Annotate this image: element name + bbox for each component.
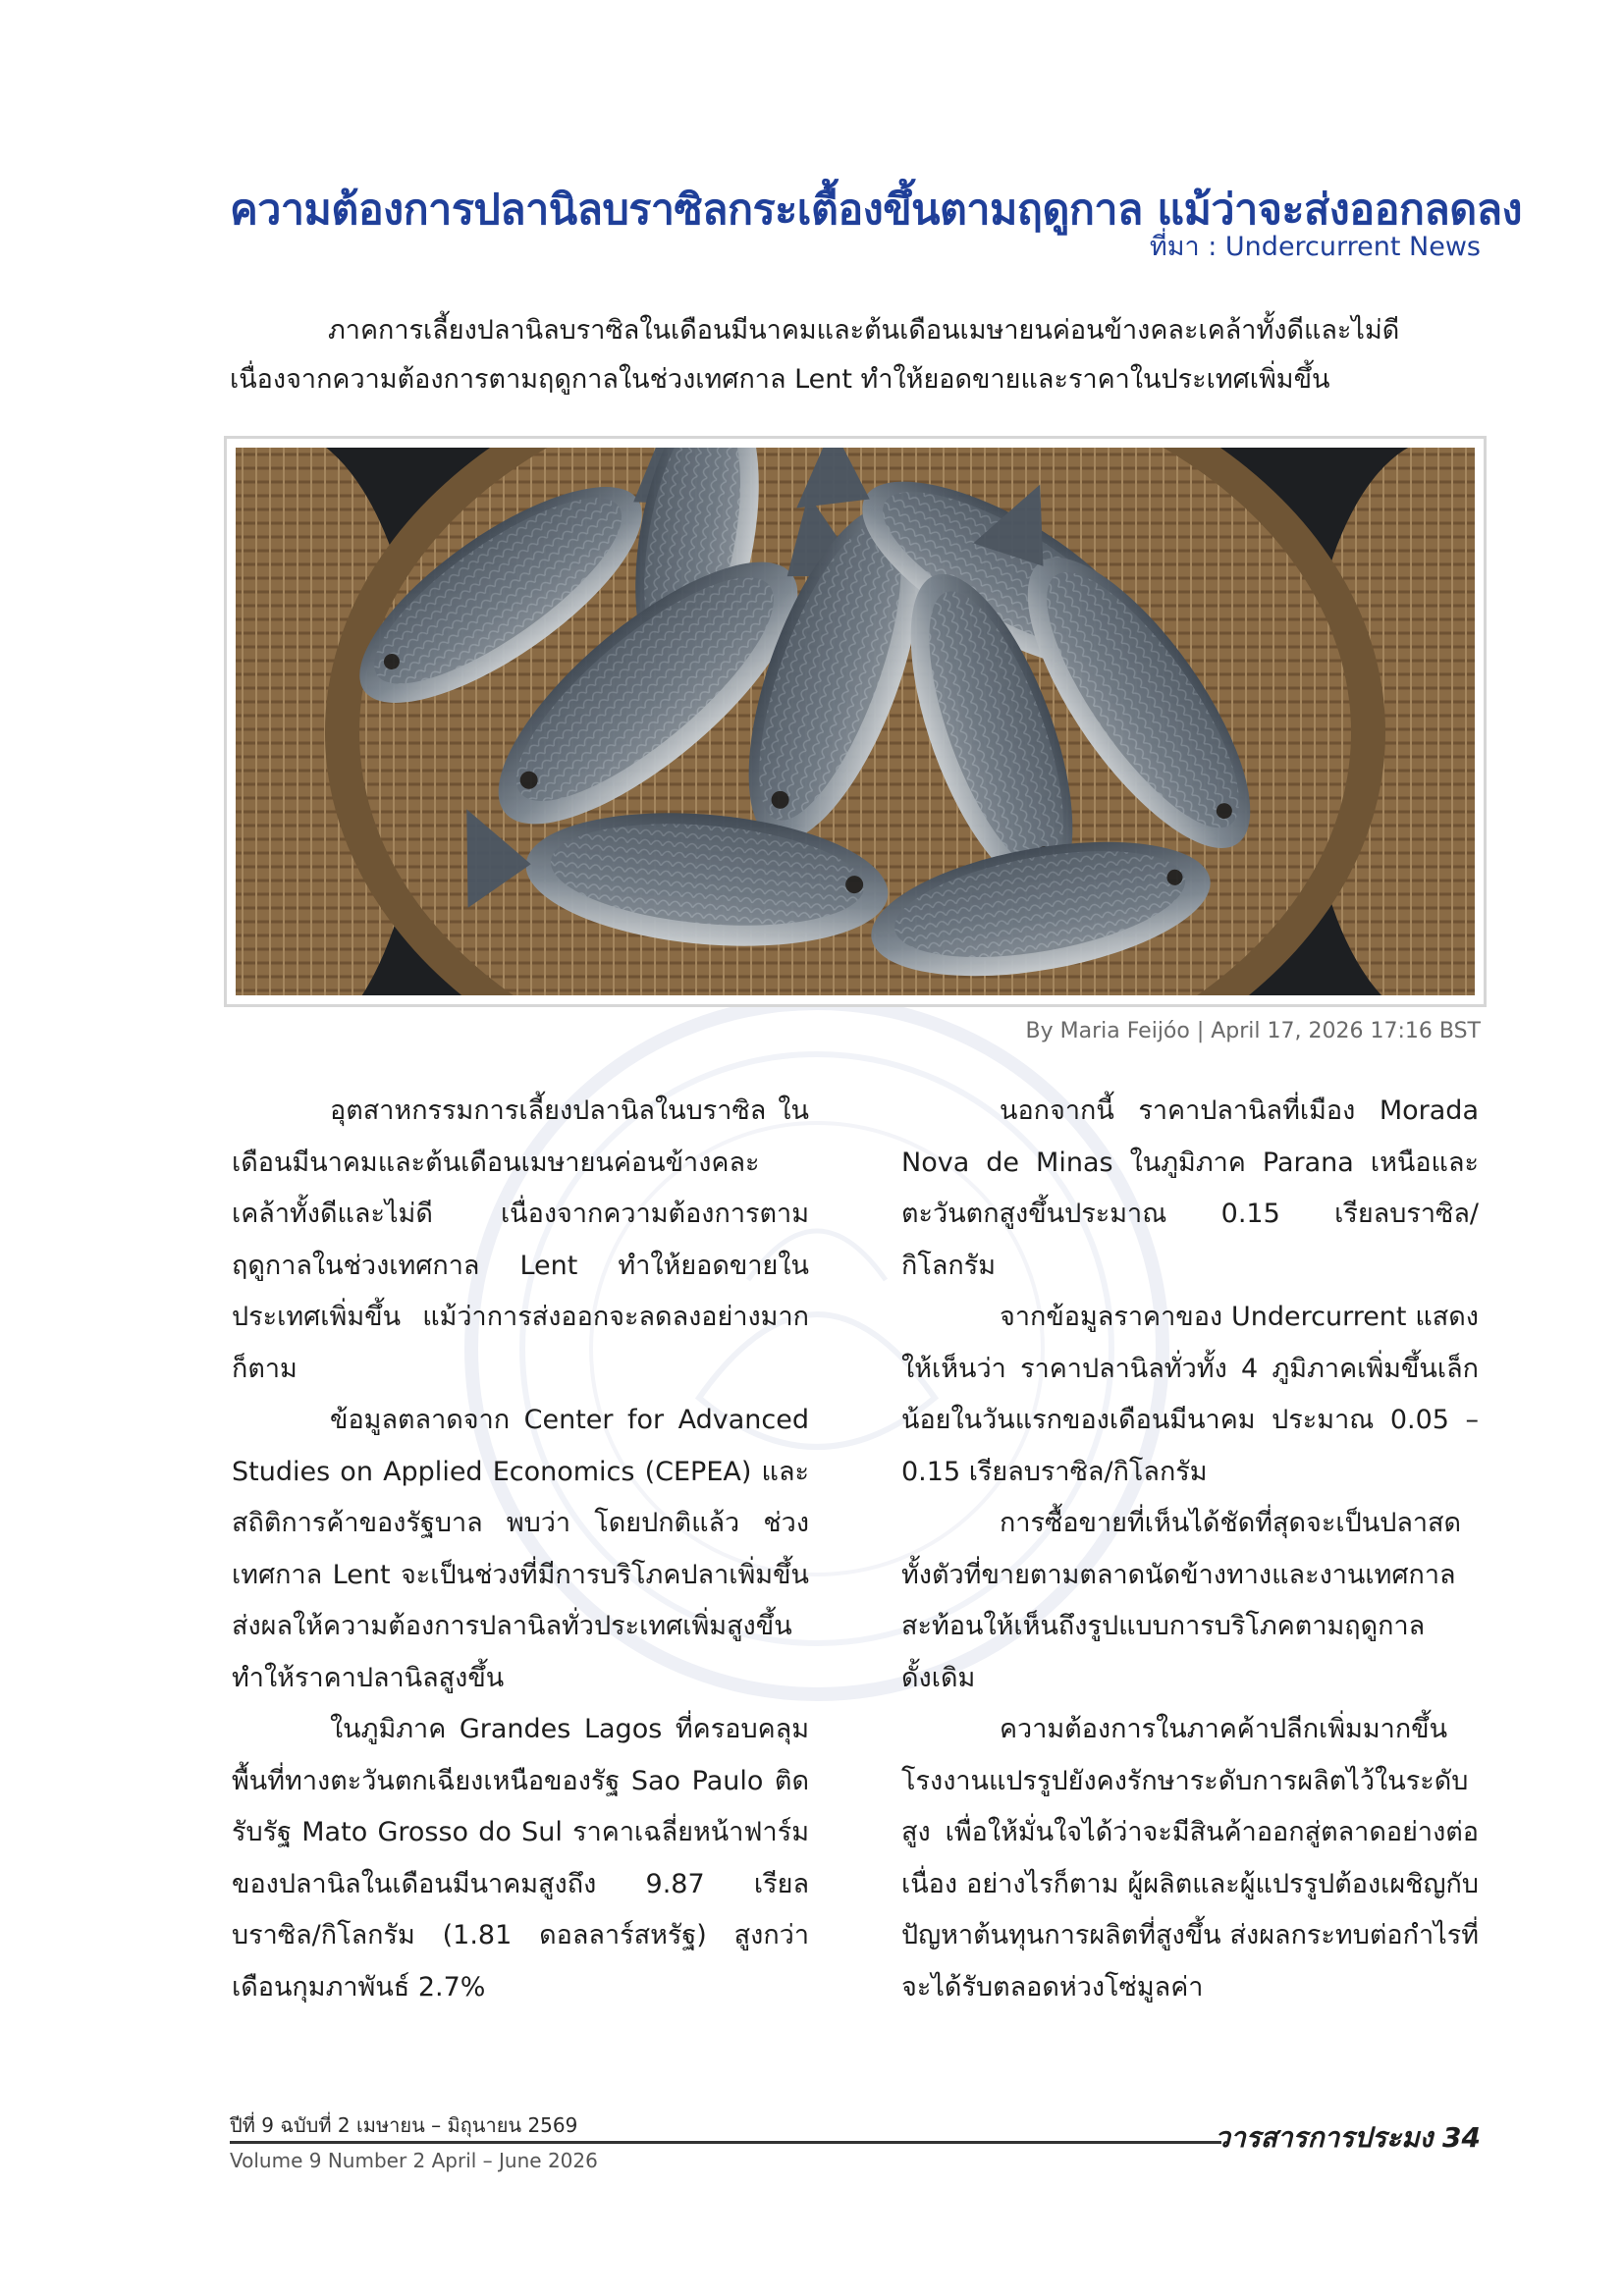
body-paragraph: ข้อมูลตลาดจาก Center for Advanced Studies on Applied Economics (CEPEA) และสถิติการค้าของรัฐบาล พบว่า โดยปกติแล้ว ช่วงเทศกาล Lent จะเป็นช่วงที่มีการบริโภคปลาเพิ่มขึ้น ส่งผลให้ความต้องการปลานิลทั่วประเทศเพิ่มสูงขึ้น ทำให้ราคาปลานิลสูงขึ้น bbox=[232, 1405, 809, 1693]
body-paragraph: ความต้องการในภาคค้าปลีกเพิ่มมากขึ้น โรงงานแปรรูปยังคงรักษาระดับการผลิตไว้ในระดับสูง เพื่อให้มั่นใจได้ว่าจะมีสินค้าออกสู่ตลาดอย่างต่อเนื่อง อย่างไรก็ตาม ผู้ผลิตและผู้แปรรูปต้องเผชิญกับปัญหาต้นทุนการผลิตที่สูงขึ้น ส่งผลกระทบต่อกำไรที่จะได้รับตลอดห่วงโซ่มูลค่า bbox=[901, 1714, 1479, 2002]
right-column bbox=[901, 1086, 1479, 2013]
lead-paragraph: ภาคการเลี้ยงปลานิลบราซิลในเดือนมีนาคมและต้นเดือนเมษายนค่อนข้างคละเคล้าทั้งดีและไม่ดี เนื่องจากความต้องการตามฤดูกาลในช่วงเทศกาล Lent ทำให้ยอดขายและราคาในประเทศเพิ่มขึ้น bbox=[230, 315, 1400, 395]
body-paragraph: การซื้อขายที่เห็นได้ชัดที่สุดจะเป็นปลาสดทั้งตัวที่ขายตามตลาดนัดข้างทางและงานเทศกาล สะท้อนให้เห็นถึงรูปแบบการบริโภคตามฤดูกาลดั้งเดิม bbox=[901, 1508, 1462, 1693]
footer-issue-thai: ปีที่ 9 ฉบับที่ 2 เมษายน – มิถุนายน 2569 bbox=[230, 2113, 578, 2137]
photo-caption: By Maria Feijóo | April 17, 2026 17:16 BST bbox=[1025, 1019, 1481, 1043]
body-paragraph: ในภูมิภาค Grandes Lagos ที่ครอบคลุมพื้นที่ทางตะวันตกเฉียงเหนือของรัฐ Sao Paulo ติดรับรัฐ Mato Grosso do Sul ราคาเฉลี่ยหน้าฟาร์มของปลานิลในเดือนมีนาคมสูงถึง 9.87 เรียลบราซิล/กิโลกรัม (1.81 ดอลลาร์สหรัฐ) สูงกว่าเดือนกุมภาพันธ์ 2.7% bbox=[232, 1714, 809, 2002]
article-title: ความต้องการปลานิลบราซิลกระเตื้องขึ้นตามฤดูกาล แม้ว่าจะส่งออกลดลง bbox=[230, 185, 1523, 235]
tilapia-photo-frame bbox=[224, 436, 1487, 1007]
body-paragraph: อุตสาหกรรมการเลี้ยงปลานิลในบราซิล ในเดือนมีนาคมและต้นเดือนเมษายนค่อนข้างคละเคล้าทั้งดีและไม่ดี เนื่องจากความต้องการตามฤดูกาลในช่วงเทศกาล Lent ทำให้ยอดขายในประเทศเพิ่มขึ้น แม้ว่าการส่งออกจะลดลงอย่างมากก็ตาม bbox=[232, 1095, 809, 1384]
article-lead bbox=[230, 306, 1479, 404]
footer-rule bbox=[230, 2141, 1221, 2144]
left-column bbox=[232, 1086, 809, 2013]
body-paragraph: จากข้อมูลราคาของ Undercurrent แสดงให้เห็นว่า ราคาปลานิลทั่วทั้ง 4 ภูมิภาคเพิ่มขึ้นเล็กน้อยในวันแรกของเดือนมีนาคม ประมาณ 0.05 – 0.15 เรียลบราซิล/กิโลกรัม bbox=[901, 1302, 1479, 1487]
article-source: ที่มา : Undercurrent News bbox=[1149, 232, 1481, 262]
body-paragraph: นอกจากนี้ ราคาปลานิลที่เมือง Morada Nova de Minas ในภูมิภาค Parana เหนือและตะวันตกสูงขึ้นประมาณ 0.15 เรียลบราซิล/กิโลกรัม bbox=[901, 1095, 1479, 1281]
tilapia-basket-photo bbox=[236, 448, 1475, 995]
footer-journal-name-page: วารสารการประมง 34 bbox=[1215, 2121, 1481, 2154]
footer-volume-english: Volume 9 Number 2 April – June 2026 bbox=[230, 2149, 598, 2172]
